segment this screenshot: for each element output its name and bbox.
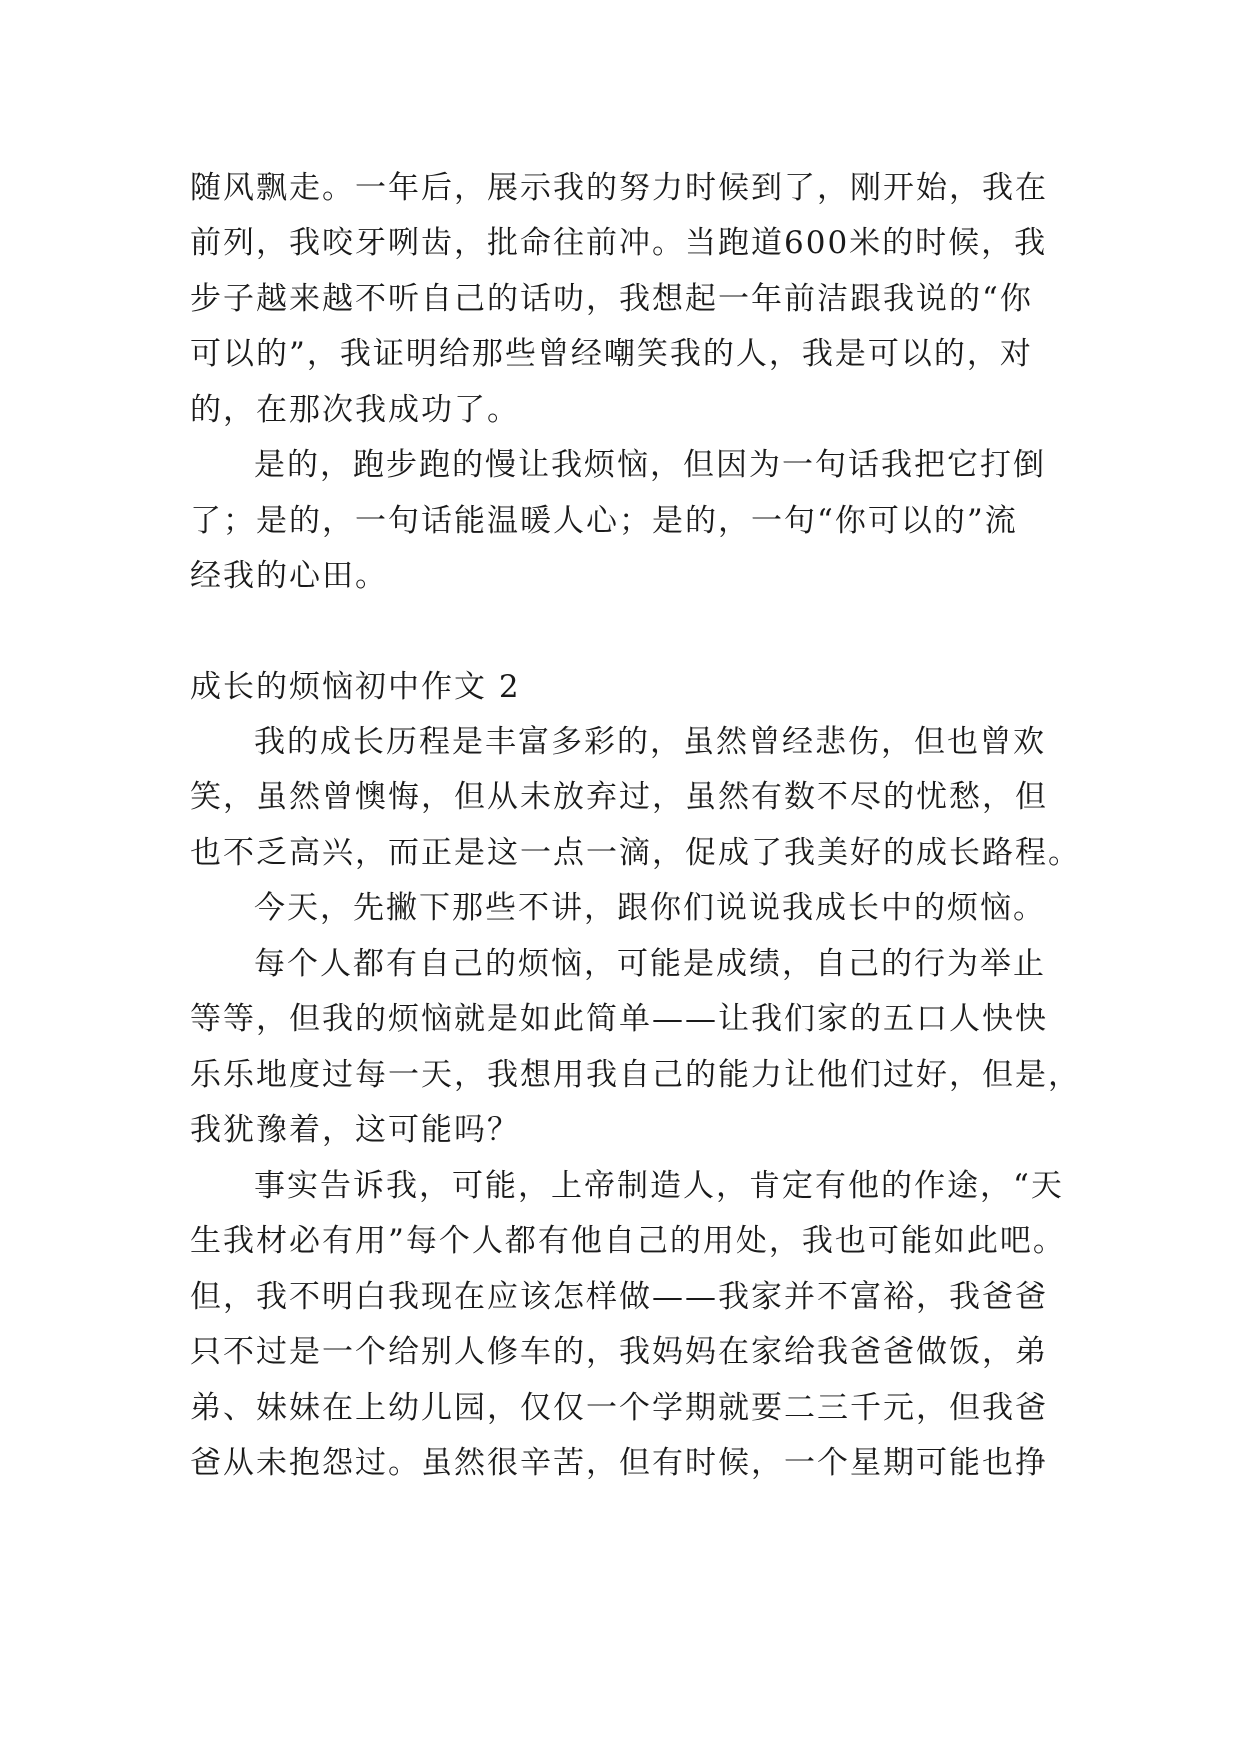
paragraph-line: 步子越来越不听自己的话叻，我想起一年前洁跟我说的“你 — [190, 281, 1033, 317]
paragraph-line: 的，在那次我成功了。 — [190, 392, 520, 428]
paragraph-line: 事实告诉我，可能，上帝制造人，肯定有他的作途，“天 — [254, 1168, 1064, 1204]
paragraph-line: 我犹豫着，这可能吗？ — [190, 1112, 520, 1148]
paragraph-line: 是的，跑步跑的慢让我烦恼，但因为一句话我把它打倒 — [254, 447, 1046, 483]
essay-title: 成长的烦恼初中作文 2 — [190, 669, 521, 705]
paragraph-line: 乐乐地度过每一天，我想用我自己的能力让他们过好，但是， — [190, 1057, 1081, 1093]
paragraph-line: 也不乏高兴，而正是这一点一滴，促成了我美好的成长路程。 — [190, 835, 1081, 871]
paragraph-line: 弟、妹妹在上幼儿园，仅仅一个学期就要二三千元，但我爸 — [190, 1390, 1048, 1426]
paragraph-line: 经我的心田。 — [190, 558, 388, 594]
paragraph-line: 可以的”，我证明给那些曾经嘲笑我的人，我是可以的，对 — [190, 336, 1033, 372]
paragraph-line: 生我材必有用”每个人都有他自己的用处，我也可能如此吧。 — [190, 1223, 1066, 1259]
paragraph-line: 等等，但我的烦恼就是如此简单——让我们家的五口人快快 — [190, 1001, 1048, 1037]
paragraph-line: 只不过是一个给别人修车的，我妈妈在家给我爸爸做饭，弟 — [190, 1334, 1048, 1370]
paragraph-line: 前列，我咬牙咧齿，批命往前冲。当跑道600米的时候，我 — [190, 225, 1048, 261]
paragraph-line: 今天，先撇下那些不讲，跟你们说说我成长中的烦恼。 — [254, 890, 1046, 926]
paragraph-line: 随风飘走。一年后，展示我的努力时候到了，刚开始，我在 — [190, 170, 1048, 206]
paragraph-line: 每个人都有自己的烦恼，可能是成绩，自己的行为举止 — [254, 946, 1046, 982]
paragraph-line: 了；是的，一句话能温暖人心；是的，一句“你可以的”流 — [190, 503, 1018, 539]
paragraph-line: 我的成长历程是丰富多彩的，虽然曾经悲伤，但也曾欢 — [254, 724, 1046, 760]
paragraph-line: 爸从未抱怨过。虽然很辛苦，但有时候，一个星期可能也挣 — [190, 1445, 1048, 1481]
paragraph-line: 但，我不明白我现在应该怎样做——我家并不富裕，我爸爸 — [190, 1279, 1048, 1315]
paragraph-line: 笑，虽然曾懊悔，但从未放弃过，虽然有数不尽的忧愁，但 — [190, 779, 1048, 815]
